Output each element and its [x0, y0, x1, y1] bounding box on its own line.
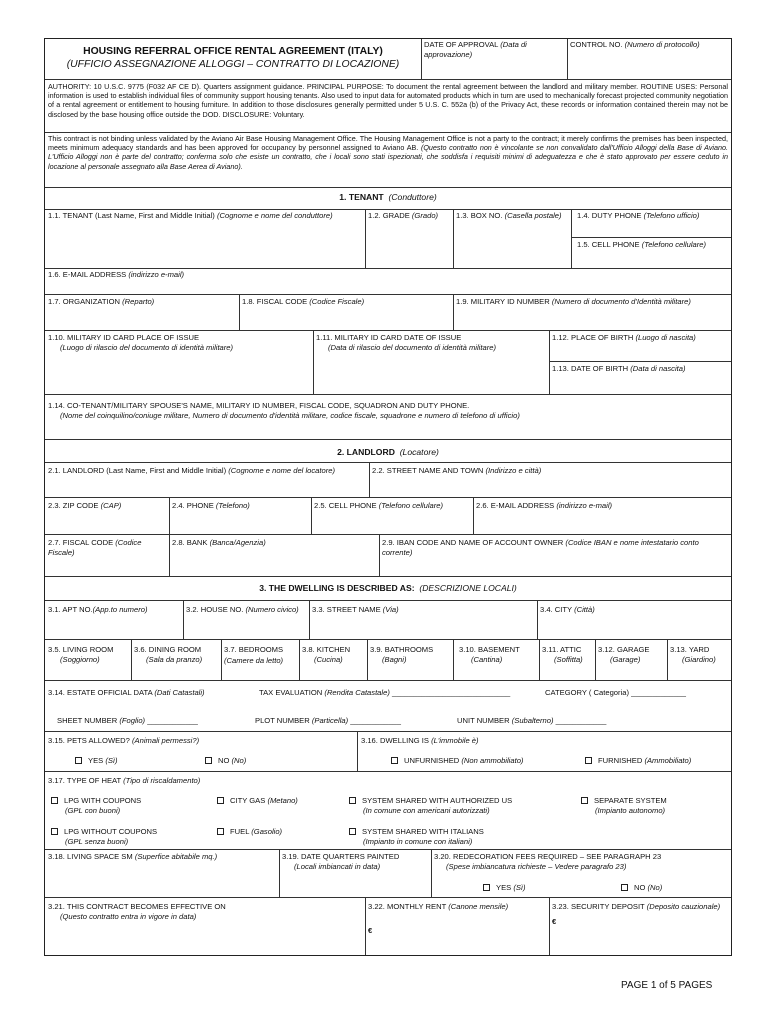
landlord-fiscal-code-field[interactable]: 2.7. FISCAL CODE (Codice Fiscale) [48, 538, 142, 557]
tenant-fiscal-code-field[interactable]: 1.8. FISCAL CODE (Codice Fiscale) [242, 297, 365, 306]
kitchen-field[interactable]: 3.8. KITCHEN (Cucina) [302, 645, 351, 664]
yard-field[interactable]: 3.13. YARD (Giardino) [670, 645, 716, 664]
organization-field[interactable]: 1.7. ORGANIZATION (Reparto) [48, 297, 155, 306]
apt-number-field[interactable]: 3.1. APT NO.(App.to numero) [48, 605, 148, 614]
unfurnished-checkbox[interactable]: UNFURNISHED (Non ammobiliato) [391, 756, 523, 766]
redecoration-yes-checkbox[interactable]: YES (Sì) [483, 883, 526, 893]
dwelling-is-label: 3.16. DWELLING IS (L'immobile è) [361, 736, 479, 745]
form-subtitle: (UFFICIO ASSEGNAZIONE ALLOGGI – CONTRATTO DI LOCAZIONE) [66, 59, 400, 70]
id-date-of-issue-field[interactable]: 1.11. MILITARY ID CARD DATE OF ISSUE (Data di rilascio del documento di identità militare) [316, 333, 496, 352]
heat-fuel-checkbox[interactable]: FUEL (Gasolio) [217, 827, 282, 837]
pets-allowed-label: 3.15. PETS ALLOWED? (Animali permessi?) [48, 736, 200, 745]
duty-phone-field[interactable]: 1.4. DUTY PHONE (Telefono ufficio) [577, 211, 700, 220]
page-number: PAGE 1 of 5 PAGES [621, 980, 713, 991]
date-painted-field[interactable]: 3.19. DATE QUARTERS PAINTED (Locali imbiancati in data) [282, 852, 400, 871]
bedrooms-field[interactable]: 3.7. BEDROOMS (Camere da letto) [224, 645, 284, 665]
heat-city-gas-checkbox[interactable]: CITY GAS (Metano) [217, 796, 298, 806]
furnished-checkbox[interactable]: FURNISHED (Ammobiliato) [585, 756, 691, 766]
heat-lpg-coupons-checkbox[interactable]: LPG WITH COUPONS (GPL con buoni) [51, 796, 141, 815]
heat-shared-us-checkbox[interactable]: SYSTEM SHARED WITH AUTHORIZED US (In comune con americani autorizzati) [349, 796, 512, 815]
security-deposit-field[interactable]: 3.23. SECURITY DEPOSIT (Deposito cauzionale) € [549, 901, 731, 955]
grade-field[interactable]: 1.2. GRADE (Grado) [368, 211, 439, 220]
living-space-field[interactable]: 3.18. LIVING SPACE SM (Superfice abitabile mq.) [48, 852, 218, 861]
checkbox-icon [51, 797, 58, 804]
privacy-authority-statement: AUTHORITY: 10 U.S.C. 9775 (F032 AF CE D). Quarters assignment guidance. PRINCIPAL PURPOSE: To document the rental agreement between the landlord and military member. ROUTINE USES: Personal information is used to establish individual files of community support housing tenants. Also used to input data for automated products which in turn are used to mechanically forecast projected community negotiation of a rental agreement or entitlement to housing furniture. In addition to those disclosures generally permitted under 5 U.S. C. 552a (b) of the Privacy Act, these records or information contained therein may not be disclosed by the base housing office outside the DOD. DISCLOSURE: Voluntary. [48, 82, 728, 119]
tenant-cell-phone-field[interactable]: 1.5. CELL PHONE (Telefono cellulare) [577, 240, 707, 249]
tenant-name-field[interactable]: 1.1. TENANT (Last Name, First and Middle Initial) (Cognome e nome del conduttore) [48, 211, 333, 220]
garage-field[interactable]: 3.12. GARAGE (Garage) [598, 645, 650, 664]
attic-field[interactable]: 3.11. ATTIC (Soffitta) [542, 645, 583, 664]
checkbox-icon [75, 757, 82, 764]
sheet-number-field[interactable]: SHEET NUMBER (Foglio) ____________ [57, 716, 198, 725]
rental-agreement-form [44, 38, 732, 956]
validation-notice: This contract is not binding unless validated by the Aviano Air Base Housing Management Office. The Housing Management Office is not a party to the contract; it merely confirms the premises has been inspected, meets minimum adequacy standards and has been approved for occupancy by personnel assigned to Aviano AB. (Questo contratto non è vincolante se non convalidato dall'Ufficio Alloggi della Base di Aviano. L'Ufficio Alloggi non è parte del contratto; conferma solo che esiste un contratto, che i locali sono stati ispezionati, che soddisfa i requisiti minimi di adeguatezza e che è stato approvato per essere ceduto in locazione al personale assegnato alla Base Aerea di Aviano). [48, 134, 729, 171]
checkbox-icon [585, 757, 592, 764]
landlord-name-field[interactable]: 2.1. LANDLORD (Last Name, First and Middle Initial) (Cognome e nome del locatore) [48, 466, 336, 475]
heat-shared-italians-checkbox[interactable]: SYSTEM SHARED WITH ITALIANS (Impianto in comune con italiani) [349, 827, 484, 846]
street-name-field[interactable]: 3.3. STREET NAME (Via) [312, 605, 399, 614]
date-of-approval-field[interactable]: DATE OF APPROVAL (Data di approvazione) [424, 40, 527, 59]
bathrooms-field[interactable]: 3.9. BATHROOMS (Bagni) [370, 645, 434, 664]
box-number-field[interactable]: 1.3. BOX NO. (Casella postale) [456, 211, 562, 220]
checkbox-icon [349, 828, 356, 835]
checkbox-icon [217, 828, 224, 835]
estate-official-data-label: 3.14. ESTATE OFFICIAL DATA (Dati Catastali) [48, 688, 205, 697]
military-id-number-field[interactable]: 1.9. MILITARY ID NUMBER (Numero di documento d'Identità militare) [456, 297, 691, 306]
section-1-tenant-heading: 1. TENANT (Conduttore) [339, 192, 437, 202]
co-tenant-field[interactable]: 1.14. CO-TENANT/MILITARY SPOUSE'S NAME, MILITARY ID NUMBER, FISCAL CODE, SQUADRON AND DUTY PHONE. (Nome del coinquilino/coniuge militare, Numero di documento d'identità militare, codice fiscale, squadrone e numero di telefono di ufficio) [48, 401, 520, 420]
redecoration-no-checkbox[interactable]: NO (No) [621, 883, 662, 893]
unit-number-field[interactable]: UNIT NUMBER (Subalterno) ____________ [457, 716, 607, 725]
landlord-phone-field[interactable]: 2.4. PHONE (Telefono) [172, 501, 250, 510]
checkbox-icon [621, 884, 628, 891]
date-of-birth-field[interactable]: 1.13. DATE OF BIRTH (Data di nascita) [552, 364, 686, 373]
plot-number-field[interactable]: PLOT NUMBER (Particella) ____________ [255, 716, 401, 725]
place-of-birth-field[interactable]: 1.12. PLACE OF BIRTH (Luogo di nascita) [552, 333, 696, 342]
euro-symbol: € [552, 916, 557, 926]
heat-separate-system-checkbox[interactable]: SEPARATE SYSTEM (Impianto autonomo) [581, 796, 667, 815]
checkbox-icon [349, 797, 356, 804]
pets-yes-checkbox[interactable]: YES (Sì) [75, 756, 118, 766]
euro-symbol: € [368, 925, 373, 935]
checkbox-icon [205, 757, 212, 764]
landlord-zip-code-field[interactable]: 2.3. ZIP CODE (CAP) [48, 501, 122, 510]
tax-evaluation-field[interactable]: TAX EVALUATION (Rendita Catastale) ____________________________ [259, 688, 511, 697]
checkbox-icon [51, 828, 58, 835]
checkbox-icon [391, 757, 398, 764]
house-number-field[interactable]: 3.2. HOUSE NO. (Numero civico) [186, 605, 299, 614]
id-place-of-issue-field[interactable]: 1.10. MILITARY ID CARD PLACE OF ISSUE (Luogo di rilascio del documento di identità militare) [48, 333, 234, 352]
basement-field[interactable]: 3.10. BASEMENT (Cantina) [459, 645, 520, 664]
checkbox-icon [217, 797, 224, 804]
pets-no-checkbox[interactable]: NO (No) [205, 756, 246, 766]
checkbox-icon [581, 797, 588, 804]
form-title: HOUSING REFERRAL OFFICE RENTAL AGREEMENT (ITALY) [83, 46, 383, 57]
landlord-email-field[interactable]: 2.6. E-MAIL ADDRESS (indirizzo e-mail) [476, 501, 613, 510]
redecoration-fees-label: 3.20. REDECORATION FEES REQUIRED – SEE PARAGRAPH 23 (Spese imbiancatura richieste – Vedere paragrafo 23) [434, 852, 662, 871]
bank-field[interactable]: 2.8. BANK (Banca/Agenzia) [172, 538, 266, 547]
form-title-block [45, 39, 421, 79]
section-3-dwelling-heading: 3. THE DWELLING IS DESCRIBED AS: (DESCRIZIONE LOCALI) [259, 583, 517, 593]
landlord-street-town-field[interactable]: 2.2. STREET NAME AND TOWN (Indirizzo e città) [372, 466, 542, 475]
type-of-heat-label: 3.17. TYPE OF HEAT (Tipo di riscaldamento) [48, 776, 201, 785]
checkbox-icon [483, 884, 490, 891]
dining-room-field[interactable]: 3.6. DINING ROOM (Sala da pranzo) [134, 645, 203, 664]
iban-field[interactable]: 2.9. IBAN CODE AND NAME OF ACCOUNT OWNER (Codice IBAN e nome intestatario conto corrente) [382, 538, 699, 557]
heat-lpg-no-coupons-checkbox[interactable]: LPG WITHOUT COUPONS (GPL senza buoni) [51, 827, 157, 846]
city-field[interactable]: 3.4. CITY (Città) [540, 605, 595, 614]
landlord-cell-phone-field[interactable]: 2.5. CELL PHONE (Telefono cellulare) [314, 501, 444, 510]
tenant-email-field[interactable]: 1.6. E-MAIL ADDRESS (indirizzo e-mail) [48, 270, 185, 279]
control-number-field[interactable]: CONTROL NO. (Numero di protocollo) [570, 40, 700, 49]
monthly-rent-field[interactable]: 3.22. MONTHLY RENT (Canone mensile) € [365, 901, 549, 955]
category-field[interactable]: CATEGORY ( Categoria) _____________ [545, 688, 687, 697]
living-room-field[interactable]: 3.5. LIVING ROOM (Soggiorno) [48, 645, 114, 664]
contract-effective-date-field[interactable]: 3.21. THIS CONTRACT BECOMES EFFECTIVE ON (Questo contratto entra in vigore in data) [48, 902, 226, 921]
section-2-landlord-heading: 2. LANDLORD (Locatore) [337, 447, 439, 457]
